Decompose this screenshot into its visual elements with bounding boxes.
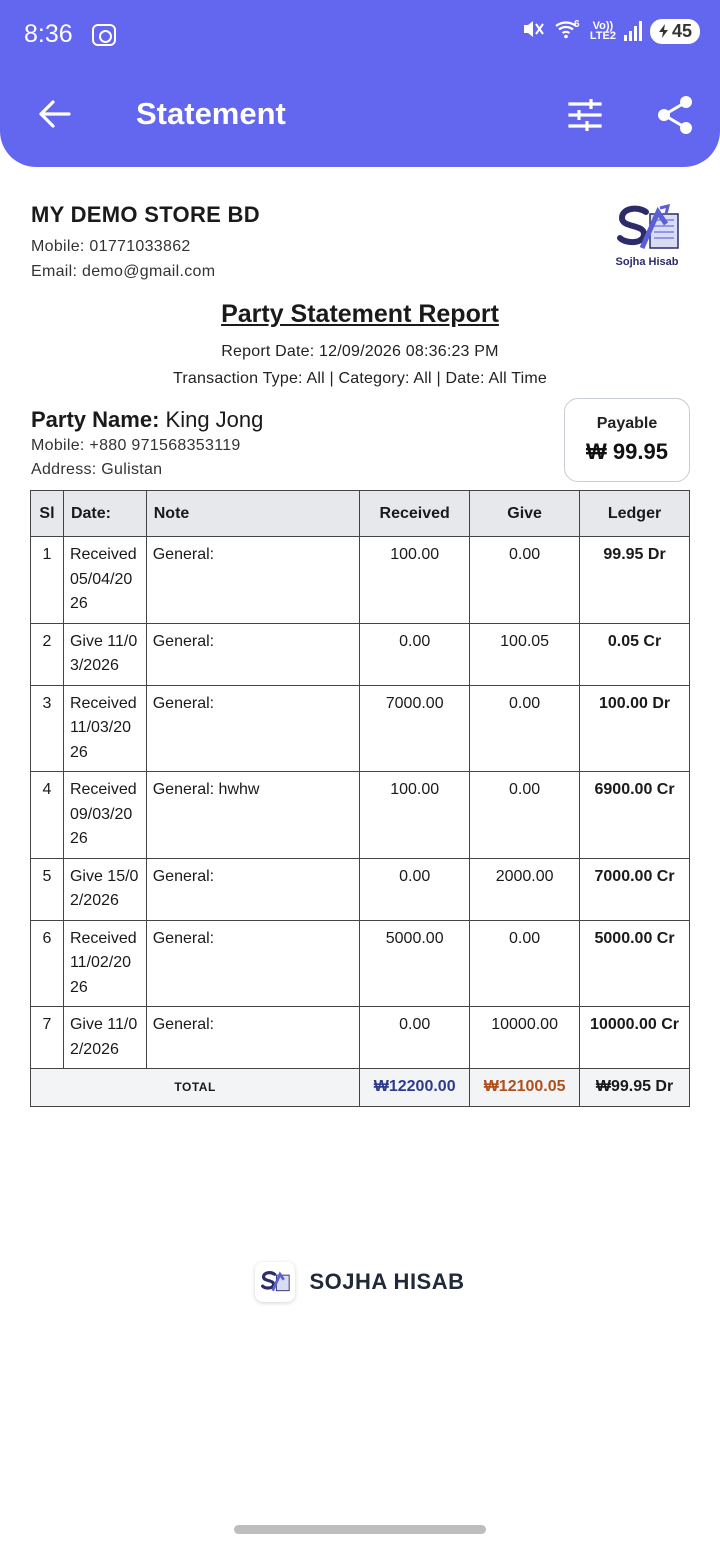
total-row <box>31 1069 690 1107</box>
cell-date: Give 11/02/2026 <box>63 1007 146 1069</box>
table-row <box>31 685 690 772</box>
page-title: Statement <box>136 96 286 131</box>
status-icons <box>522 18 700 44</box>
cell-received: 7000.00 <box>360 685 470 772</box>
cell-sl: 2 <box>31 623 64 685</box>
cell-sl: 6 <box>31 920 64 1007</box>
cell-ledger: 5000.00 Cr <box>580 920 690 1007</box>
cell-date: Received 05/04/2026 <box>63 537 146 624</box>
back-button[interactable] <box>32 92 76 136</box>
cell-note: General: <box>146 685 359 772</box>
wifi-icon <box>554 18 582 44</box>
cell-ledger: 10000.00 Cr <box>580 1007 690 1069</box>
cell-note: General: <box>146 858 359 920</box>
party-address: Address: Gulistan <box>31 461 163 478</box>
cell-ledger: 6900.00 Cr <box>580 772 690 859</box>
store-name: MY DEMO STORE BD <box>31 202 260 227</box>
cell-note: General: hwhw <box>146 772 359 859</box>
cell-sl: 5 <box>31 858 64 920</box>
total-give: ₩12100.05 <box>470 1069 580 1107</box>
cell-received: 5000.00 <box>360 920 470 1007</box>
lte-indicator <box>590 21 616 41</box>
cell-sl: 4 <box>31 772 64 859</box>
cell-give: 2000.00 <box>470 858 580 920</box>
header-give: Give <box>470 491 580 537</box>
total-ledger: ₩99.95 Dr <box>580 1069 690 1107</box>
cell-sl: 3 <box>31 685 64 772</box>
report-title: Party Statement Report <box>221 300 499 328</box>
cell-received: 0.00 <box>360 858 470 920</box>
filter-button[interactable] <box>562 92 608 138</box>
payable-card <box>564 398 690 482</box>
footer-brand <box>0 1262 720 1302</box>
table-row <box>31 1007 690 1069</box>
party-name-label: Party Name: <box>31 407 160 432</box>
cell-date: Received 11/03/2026 <box>63 685 146 772</box>
party-name-value: King Jong <box>165 407 264 432</box>
total-label: TOTAL <box>31 1069 360 1107</box>
cell-give: 0.00 <box>470 772 580 859</box>
table-header-row <box>31 491 690 537</box>
screenshot-indicator-icon <box>92 24 116 46</box>
cell-date: Received 09/03/2026 <box>63 772 146 859</box>
cell-ledger: 0.05 Cr <box>580 623 690 685</box>
charging-icon <box>658 24 670 38</box>
sojha-hisab-logo-icon <box>612 204 682 254</box>
status-time: 8:36 <box>24 20 73 48</box>
statement-table <box>30 490 690 1107</box>
cell-date: Received 11/02/2026 <box>63 920 146 1007</box>
cell-give: 0.00 <box>470 685 580 772</box>
party-name <box>31 407 263 433</box>
table-row <box>31 623 690 685</box>
cell-ledger: 100.00 Dr <box>580 685 690 772</box>
table-row <box>31 772 690 859</box>
cell-give: 10000.00 <box>470 1007 580 1069</box>
cell-received: 0.00 <box>360 623 470 685</box>
cell-give: 0.00 <box>470 920 580 1007</box>
cell-give: 100.05 <box>470 623 580 685</box>
total-received: ₩12200.00 <box>360 1069 470 1107</box>
report-filters: Transaction Type: All | Category: All | Date: All Time <box>173 370 547 387</box>
header-sl: Sl <box>31 491 64 537</box>
header-note: Note <box>146 491 359 537</box>
cell-received: 0.00 <box>360 1007 470 1069</box>
battery-level: 45 <box>671 20 692 41</box>
signal-icon <box>624 21 642 41</box>
cell-received: 100.00 <box>360 772 470 859</box>
cell-received: 100.00 <box>360 537 470 624</box>
cell-note: General: <box>146 1007 359 1069</box>
cell-date: Give 15/02/2026 <box>63 858 146 920</box>
lte-bottom-text: LTE2 <box>589 30 616 42</box>
header-date: Date: <box>63 491 146 537</box>
report-date: Report Date: 12/09/2026 08:36:23 PM <box>221 343 499 360</box>
share-button[interactable] <box>652 92 698 138</box>
payable-label: Payable <box>596 415 658 432</box>
cell-ledger: 7000.00 Cr <box>580 858 690 920</box>
home-indicator[interactable] <box>234 1525 486 1534</box>
cell-sl: 1 <box>31 537 64 624</box>
cell-sl: 7 <box>31 1007 64 1069</box>
header-ledger: Ledger <box>580 491 690 537</box>
battery-indicator <box>650 19 700 44</box>
network-gen-text: 6 <box>573 19 580 30</box>
mute-icon <box>522 18 546 44</box>
store-email: Email: demo@gmail.com <box>31 263 216 280</box>
cell-give: 0.00 <box>470 537 580 624</box>
header-received: Received <box>360 491 470 537</box>
cell-note: General: <box>146 623 359 685</box>
party-mobile: Mobile: +880 971568353119 <box>31 437 241 454</box>
tune-sliders-icon <box>566 97 604 133</box>
share-icon <box>656 95 694 135</box>
table-row <box>31 858 690 920</box>
cell-note: General: <box>146 920 359 1007</box>
cell-note: General: <box>146 537 359 624</box>
store-logo <box>605 204 689 278</box>
table-row <box>31 537 690 624</box>
payable-amount: ₩ 99.95 <box>586 439 668 464</box>
table-row <box>31 920 690 1007</box>
logo-caption: Sojha Hisab <box>615 256 679 268</box>
cell-date: Give 11/03/2026 <box>63 623 146 685</box>
lte-top-text: Vo)) <box>592 20 614 32</box>
footer-logo-icon <box>255 1262 295 1302</box>
footer-brand-text: SOJHA HISAB <box>309 1269 465 1294</box>
arrow-left-icon <box>37 99 71 129</box>
cell-ledger: 99.95 Dr <box>580 537 690 624</box>
app-bar <box>0 0 720 167</box>
store-mobile: Mobile: 01771033862 <box>31 238 191 255</box>
